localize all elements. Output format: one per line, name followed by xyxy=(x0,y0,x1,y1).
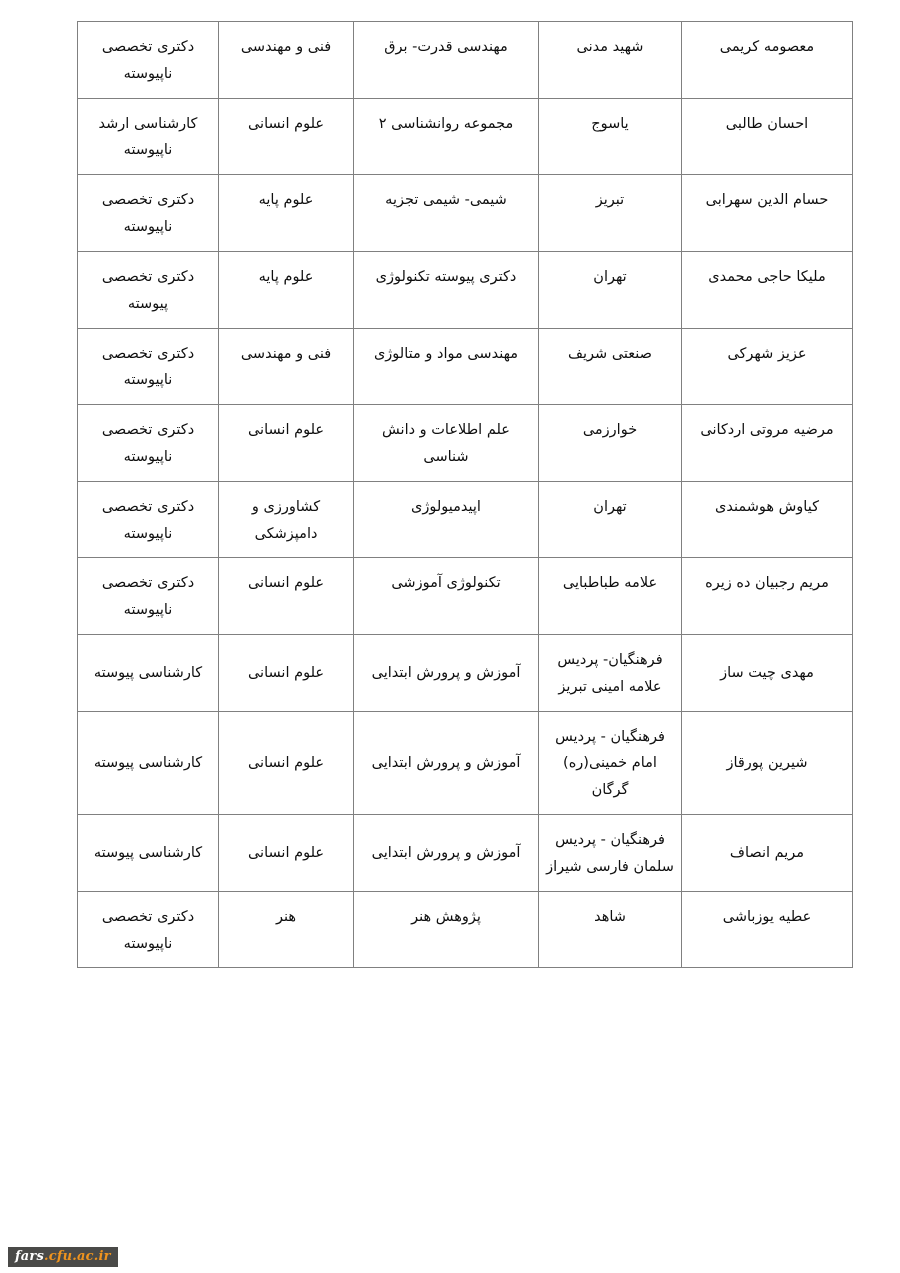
cell-university: خوارزمی xyxy=(539,405,682,482)
records-table-body xyxy=(78,22,853,968)
cell-faculty: کشاورزی و دامپزشکی xyxy=(219,481,354,558)
table-row xyxy=(78,22,853,99)
cell-degree: دکتری تخصصی ناپیوسته xyxy=(78,481,219,558)
cell-name: عطیه یوزباشی xyxy=(682,891,853,968)
cell-degree: کارشناسی ارشد ناپیوسته xyxy=(78,98,219,175)
cell-university: شاهد xyxy=(539,891,682,968)
cell-name: احسان طالبی xyxy=(682,98,853,175)
cell-university: فرهنگیان - پردیس امام خمینی(ره) گرگان xyxy=(539,711,682,814)
cell-name: مریم انصاف xyxy=(682,815,853,892)
table-row xyxy=(78,98,853,175)
cell-field: مجموعه روانشناسی ۲ xyxy=(354,98,539,175)
site-watermark xyxy=(8,1247,118,1267)
records-table xyxy=(77,21,853,968)
cell-name: مرضیه مروتی اردکانی xyxy=(682,405,853,482)
cell-name: شیرین پورقاز xyxy=(682,711,853,814)
table-row xyxy=(78,481,853,558)
cell-faculty: علوم انسانی xyxy=(219,711,354,814)
watermark-secondary-text: .cfu.ac.ir xyxy=(43,1249,111,1264)
cell-field: علم اطلاعات و دانش شناسی xyxy=(354,405,539,482)
cell-degree: دکتری تخصصی ناپیوسته xyxy=(78,175,219,252)
cell-faculty: علوم انسانی xyxy=(219,635,354,712)
cell-degree: کارشناسی پیوسته xyxy=(78,711,219,814)
cell-field: دکتری پیوسته تکنولوژی xyxy=(354,251,539,328)
cell-faculty: علوم انسانی xyxy=(219,405,354,482)
cell-faculty: علوم انسانی xyxy=(219,815,354,892)
cell-degree: دکتری تخصصی پیوسته xyxy=(78,251,219,328)
cell-faculty: هنر xyxy=(219,891,354,968)
cell-faculty: فنی و مهندسی xyxy=(219,328,354,405)
table-row xyxy=(78,815,853,892)
cell-degree: کارشناسی پیوسته xyxy=(78,815,219,892)
cell-field: مهندسی قدرت- برق xyxy=(354,22,539,99)
cell-name: معصومه کریمی xyxy=(682,22,853,99)
cell-degree: دکتری تخصصی ناپیوسته xyxy=(78,891,219,968)
cell-field: آموزش و پرورش ابتدایی xyxy=(354,635,539,712)
cell-faculty: فنی و مهندسی xyxy=(219,22,354,99)
cell-degree: دکتری تخصصی ناپیوسته xyxy=(78,328,219,405)
cell-field: شیمی- شیمی تجزیه xyxy=(354,175,539,252)
cell-name: ملیکا حاجی محمدی xyxy=(682,251,853,328)
table-row xyxy=(78,175,853,252)
cell-university: صنعتی شریف xyxy=(539,328,682,405)
cell-field: مهندسی مواد و متالوژی xyxy=(354,328,539,405)
watermark-primary-text: fars xyxy=(15,1249,44,1264)
cell-name: عزیز شهرکی xyxy=(682,328,853,405)
cell-field: آموزش و پرورش ابتدایی xyxy=(354,815,539,892)
cell-university: تهران xyxy=(539,251,682,328)
cell-field: پژوهش هنر xyxy=(354,891,539,968)
cell-university: تهران xyxy=(539,481,682,558)
cell-university: علامه طباطبایی xyxy=(539,558,682,635)
cell-degree: کارشناسی پیوسته xyxy=(78,635,219,712)
cell-name: کیاوش هوشمندی xyxy=(682,481,853,558)
table-row xyxy=(78,635,853,712)
cell-name: مهدی چیت ساز xyxy=(682,635,853,712)
table-row xyxy=(78,711,853,814)
cell-field: اپیدمیولوژی xyxy=(354,481,539,558)
table-row xyxy=(78,405,853,482)
table-row xyxy=(78,558,853,635)
cell-faculty: علوم پایه xyxy=(219,175,354,252)
cell-name: حسام الدین سهرابی xyxy=(682,175,853,252)
cell-name: مریم رجبیان ده زیره xyxy=(682,558,853,635)
table-row xyxy=(78,328,853,405)
table-row xyxy=(78,891,853,968)
cell-university: تبریز xyxy=(539,175,682,252)
cell-degree: دکتری تخصصی ناپیوسته xyxy=(78,405,219,482)
cell-university: شهید مدنی xyxy=(539,22,682,99)
cell-university: فرهنگیان - پردیس سلمان فارسی شیراز xyxy=(539,815,682,892)
cell-university: یاسوج xyxy=(539,98,682,175)
cell-field: تکنولوژی آموزشی xyxy=(354,558,539,635)
cell-degree: دکتری تخصصی ناپیوسته xyxy=(78,22,219,99)
cell-field: آموزش و پرورش ابتدایی xyxy=(354,711,539,814)
cell-faculty: علوم انسانی xyxy=(219,98,354,175)
cell-degree: دکتری تخصصی ناپیوسته xyxy=(78,558,219,635)
cell-faculty: علوم پایه xyxy=(219,251,354,328)
table-row xyxy=(78,251,853,328)
records-table-container xyxy=(78,21,853,968)
cell-faculty: علوم انسانی xyxy=(219,558,354,635)
cell-university: فرهنگیان- پردیس علامه امینی تبریز xyxy=(539,635,682,712)
